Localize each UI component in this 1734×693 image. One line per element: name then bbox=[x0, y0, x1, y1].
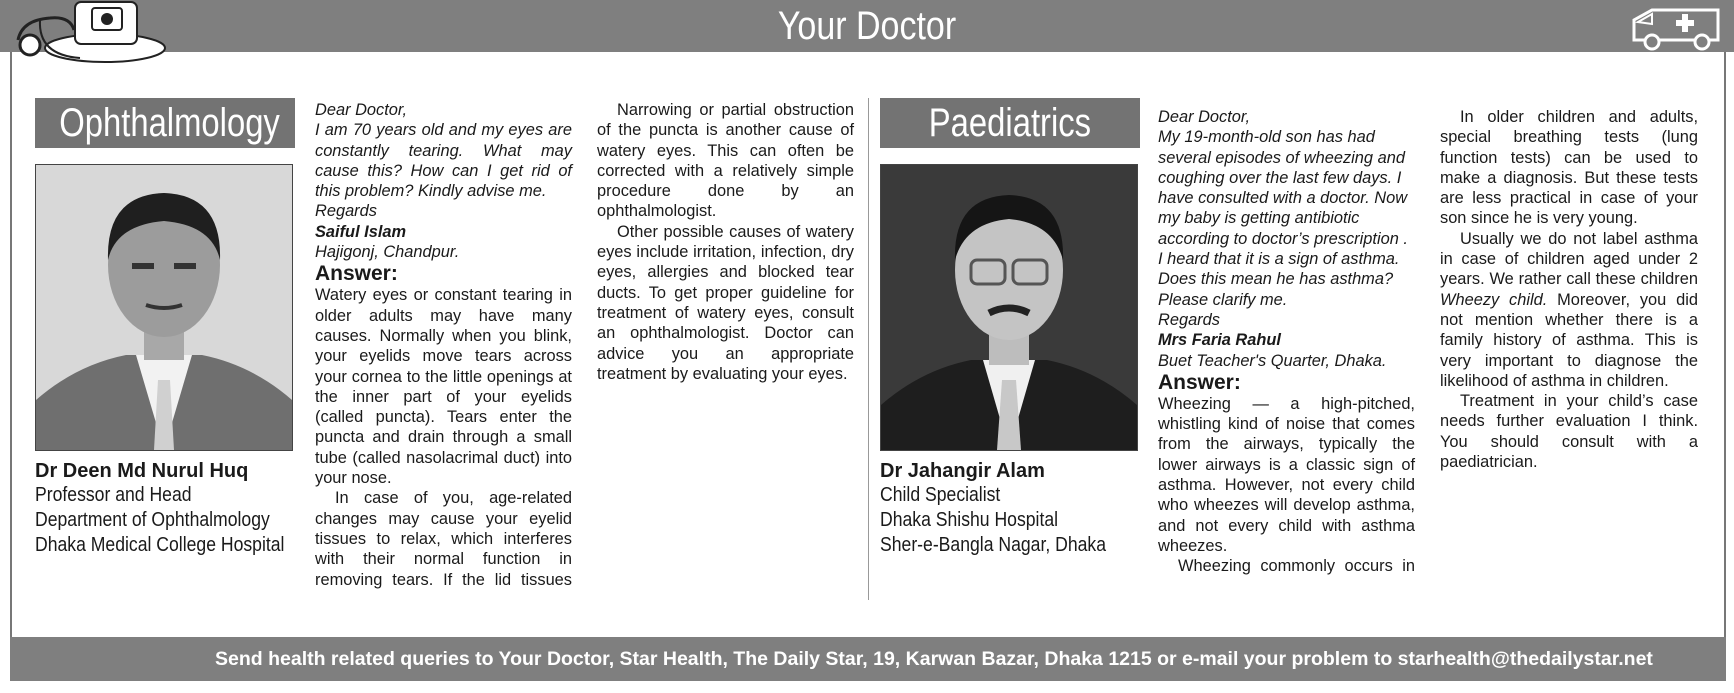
article-column-4 bbox=[1440, 107, 1698, 472]
doctor-photo-ophthalmology bbox=[35, 164, 293, 451]
doctor-name-paediatrics: Dr Jahangir Alam bbox=[880, 460, 1045, 482]
emphasis-text: Wheezy child. bbox=[1440, 290, 1548, 309]
answer-paragraph: In case of you, age-related changes may cause your eyelid tissues to relax, which interferes with their normal function in removing tears. If the lid tissues bbox=[315, 489, 572, 589]
article-column-3 bbox=[1158, 107, 1415, 576]
answer-paragraph: Narrowing or partial obstruction of the puncta is another cause of watery eyes. This can often be corrected with a relatively simple procedure done by an ophthalmologist. bbox=[597, 101, 854, 221]
answer-text: Usually we do not label asthma in case of children aged under 2 years. We rather call these children bbox=[1440, 229, 1698, 289]
answer-paragraph: Wheezing commonly occurs in bbox=[1178, 557, 1415, 576]
answer-paragraph: Watery eyes or constant tearing in older adults may have many causes. Normally when you blink, your eyelids move tears across your cornea to the little openings at the inner part of your eyelids (called puncta). Tears enter the puncta and drain through a small tube (called nasolacrimal duct) into your nose. bbox=[315, 286, 572, 488]
asker-name: Mrs Faria Rahul bbox=[1158, 331, 1281, 350]
asker-location: Hajigonj, Chandpur. bbox=[315, 243, 460, 262]
doctor-title: Professor and Head bbox=[35, 484, 192, 506]
footer-contact-text: Send health related queries to Your Doctor, Star Health, The Daily Star, 19, Karwan Bazar, Dhaka 1215 or e-mail your problem to starhealth@thedailystar.net bbox=[215, 648, 1653, 670]
answer-paragraph bbox=[1440, 229, 1698, 391]
doctor-department: Dhaka Shishu Hospital bbox=[880, 509, 1059, 531]
ambulance-icon bbox=[1630, 2, 1725, 52]
doctor-photo-paediatrics bbox=[880, 164, 1138, 451]
answer-label: Answer: bbox=[315, 262, 398, 286]
column-divider bbox=[868, 98, 869, 600]
page-title: Your Doctor bbox=[777, 4, 957, 48]
question-text: Dear Doctor, I am 70 years old and my eyes are constantly tearing. What may cause this? How can I get rid of this problem? Kindly advise me. Regards bbox=[315, 101, 572, 221]
doctor-info-ophthalmology bbox=[35, 483, 318, 558]
asker-location: Buet Teacher's Quarter, Dhaka. bbox=[1158, 351, 1387, 370]
question-text: Dear Doctor, My 19-month-old son has had several episodes of wheezing and coughing over the last few days. I have consulted with a doctor. Now my baby is getting antibiotic according to doctor’s prescription . I heard that it is a sign of asthma. Does this mean he has asthma? Please clarify me. Regards bbox=[1158, 108, 1408, 329]
stethoscope-icon bbox=[10, 0, 170, 68]
answer-paragraph: Wheezing — a high-pitched, whistling kind of noise that comes from the airways, typically the lower airways is a classic sign of asthma. However, not every child who wheezes will develop asthma, and not every child with asthma wheezes. bbox=[1158, 394, 1415, 555]
section-heading-paediatrics: Paediatrics bbox=[880, 98, 1140, 148]
doctor-title: Child Specialist bbox=[880, 484, 1001, 506]
doctor-hospital: Dhaka Medical College Hospital bbox=[35, 534, 285, 556]
section-heading-ophthalmology: Ophthalmology bbox=[35, 98, 295, 148]
answer-text: Moreover, you did not mention whether there is a family history of asthma. This is very important to diagnose the likelihood of asthma in children. bbox=[1440, 290, 1698, 390]
doctor-info-paediatrics bbox=[880, 483, 1137, 558]
doctor-hospital: Sher-e-Bangla Nagar, Dhaka bbox=[880, 534, 1107, 556]
asker-name: Saiful Islam bbox=[315, 222, 407, 241]
doctor-name-ophthalmology: Dr Deen Md Nurul Huq bbox=[35, 460, 249, 482]
answer-paragraph: In older children and adults, special breathing tests (lung function tests) can be used to make a diagnosis. But these tests are less practical in case of your son since he is very young. bbox=[1440, 108, 1698, 228]
answer-paragraph: Treatment in your child’s case needs further evaluation I think. You should consult with a paediatrician. bbox=[1440, 392, 1698, 472]
answer-paragraph: Other possible causes of watery eyes include irritation, infection, dry eyes, allergies and blocked tear ducts. To get proper guideline for treatment of watery eyes, consult an ophthalmologist. Doctor can advice you an appropriate treatment by evaluating your eyes. bbox=[597, 222, 854, 383]
article-column-2 bbox=[597, 100, 854, 384]
article-column-1 bbox=[315, 100, 572, 589]
doctor-department: Department of Ophthalmology bbox=[35, 509, 270, 531]
answer-label: Answer: bbox=[1158, 370, 1241, 394]
